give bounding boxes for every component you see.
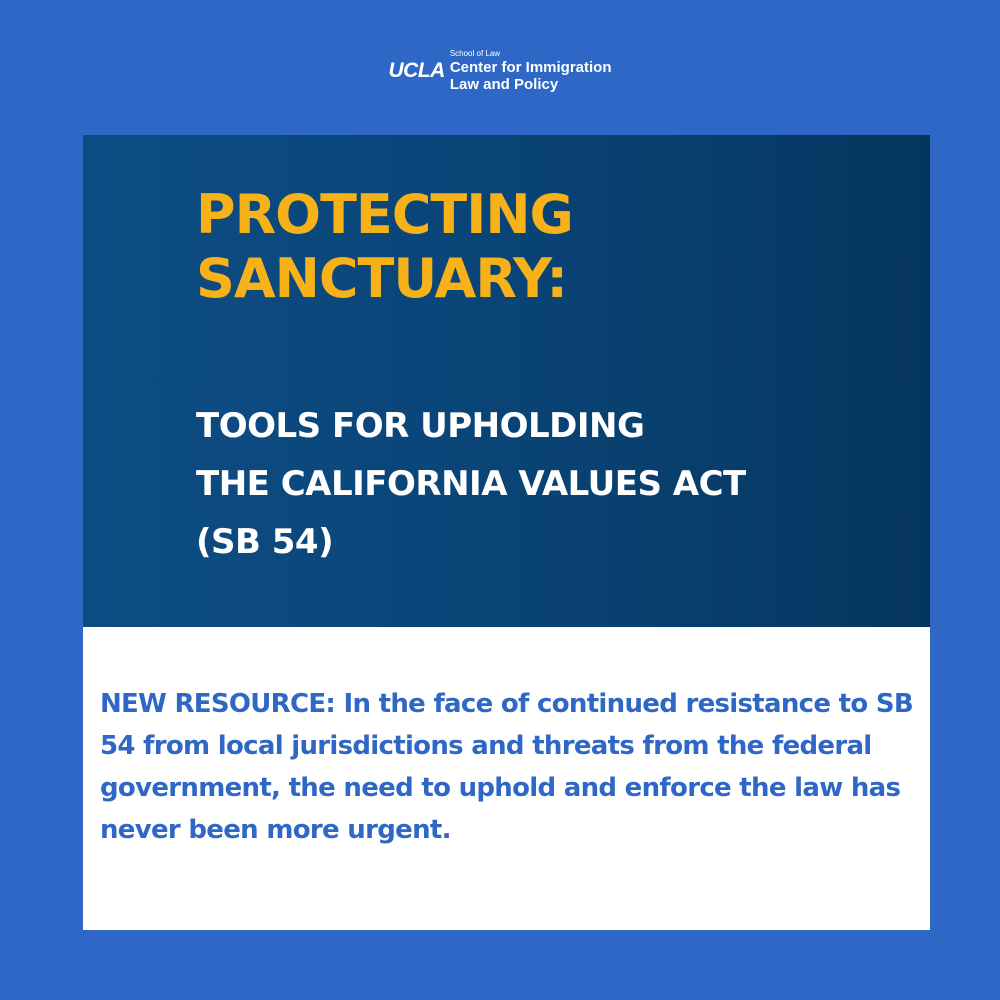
- page-subtitle: [196, 397, 746, 571]
- title-line-1: PROTECTING: [196, 183, 573, 246]
- logo-ucla-wordmark: UCLA: [388, 59, 445, 82]
- subtitle-line-2: THE CALIFORNIA VALUES ACT: [196, 464, 746, 504]
- title-line-2: SANCTUARY:: [196, 247, 567, 310]
- logo-center-name: Center for Immigration: [449, 59, 612, 76]
- subtitle-line-3: (SB 54): [196, 522, 334, 562]
- logo-school-of-law: School of Law: [449, 49, 501, 58]
- logo-law-and-policy: Law and Policy: [449, 76, 559, 93]
- resource-description: NEW RESOURCE: In the face of continued resistance to SB 54 from local jurisdictions and threats from the federal government, the need to uphold and enforce the law has never been more urgent.: [100, 689, 914, 845]
- ucla-logo: [0, 50, 1000, 92]
- logo-lockup: [388, 50, 611, 92]
- subtitle-line-1: TOOLS FOR UPHOLDING: [196, 406, 645, 446]
- title-banner: [83, 135, 930, 627]
- logo-text-block: [450, 50, 612, 92]
- page-title: [196, 183, 573, 311]
- content-card: [83, 135, 930, 930]
